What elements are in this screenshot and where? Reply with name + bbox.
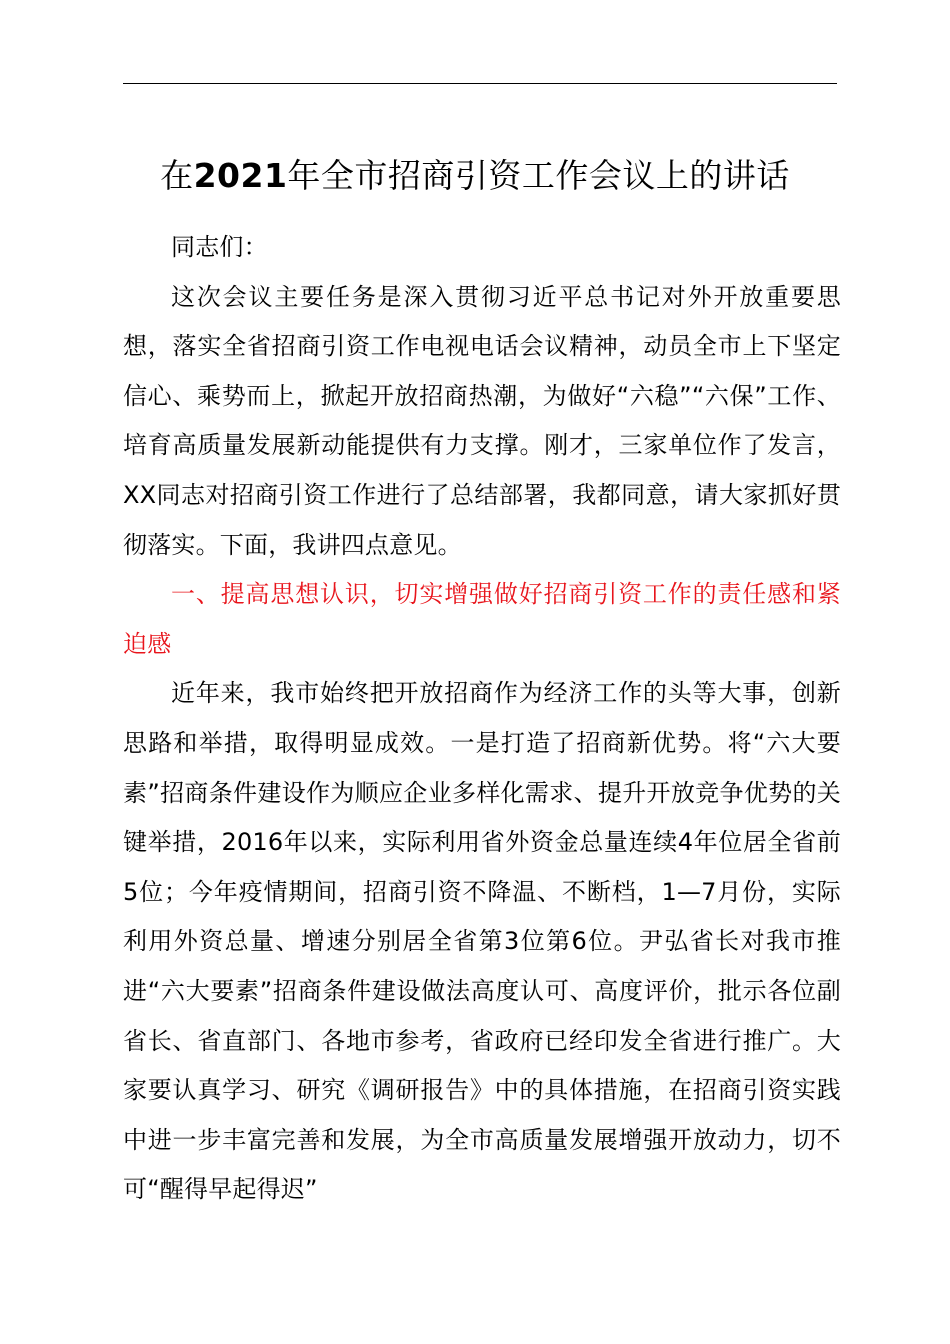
header-rule [123, 83, 837, 84]
title-suffix: 年全市招商引资工作会议上的讲话 [287, 156, 790, 195]
salutation: 同志们： [171, 233, 268, 261]
section-paragraph: 近年来，我市始终把开放招商作为经济工作的头等大事，创新思路和举措，取得明显成效。一是打造了招商新优势。将“六大要素”招商条件建设作为顺应企业多样化需求、提升开放竞争优势的关键举措，2016年以来，实际利用省外资金总量连续4年位居全省前5位；今年疫情期间，招商引资不降温、不断档，1—7月份，实际利用外资总量、增速分别居全省第3位第6位。尹弘省长对我市推进“六大要素”招商条件建设做法高度认可、高度评价，批示各位副省长、省直部门、各地市参考，省政府已经印发全省进行推广。大家要认真学习、研究《调研报告》中的具体措施，在招商引资实践中进一步丰富完善和发展，为全市高质量发展增强开放动力，切不可“醒得早起得迟” [123, 679, 841, 1204]
opening-paragraph: 这次会议主要任务是深入贯彻习近平总书记对外开放重要思想，落实全省招商引资工作电视电话会议精神，动员全市上下坚定信心、乘势而上，掀起开放招商热潮，为做好“六稳”“六保”工作、培育高质量发展新动能提供有力支撑。刚才，三家单位作了发言，XX同志对招商引资工作进行了总结部署，我都同意，请大家抓好贯彻落实。下面，我讲四点意见。 [123, 282, 841, 559]
document-title [0, 148, 950, 204]
section-heading: 一、提高思想认识，切实增强做好招商引资工作的责任感和紧迫感 [123, 580, 841, 658]
title-prefix: 在 [160, 156, 194, 195]
title-year: 2021 [193, 156, 288, 195]
document-body [123, 223, 841, 1215]
